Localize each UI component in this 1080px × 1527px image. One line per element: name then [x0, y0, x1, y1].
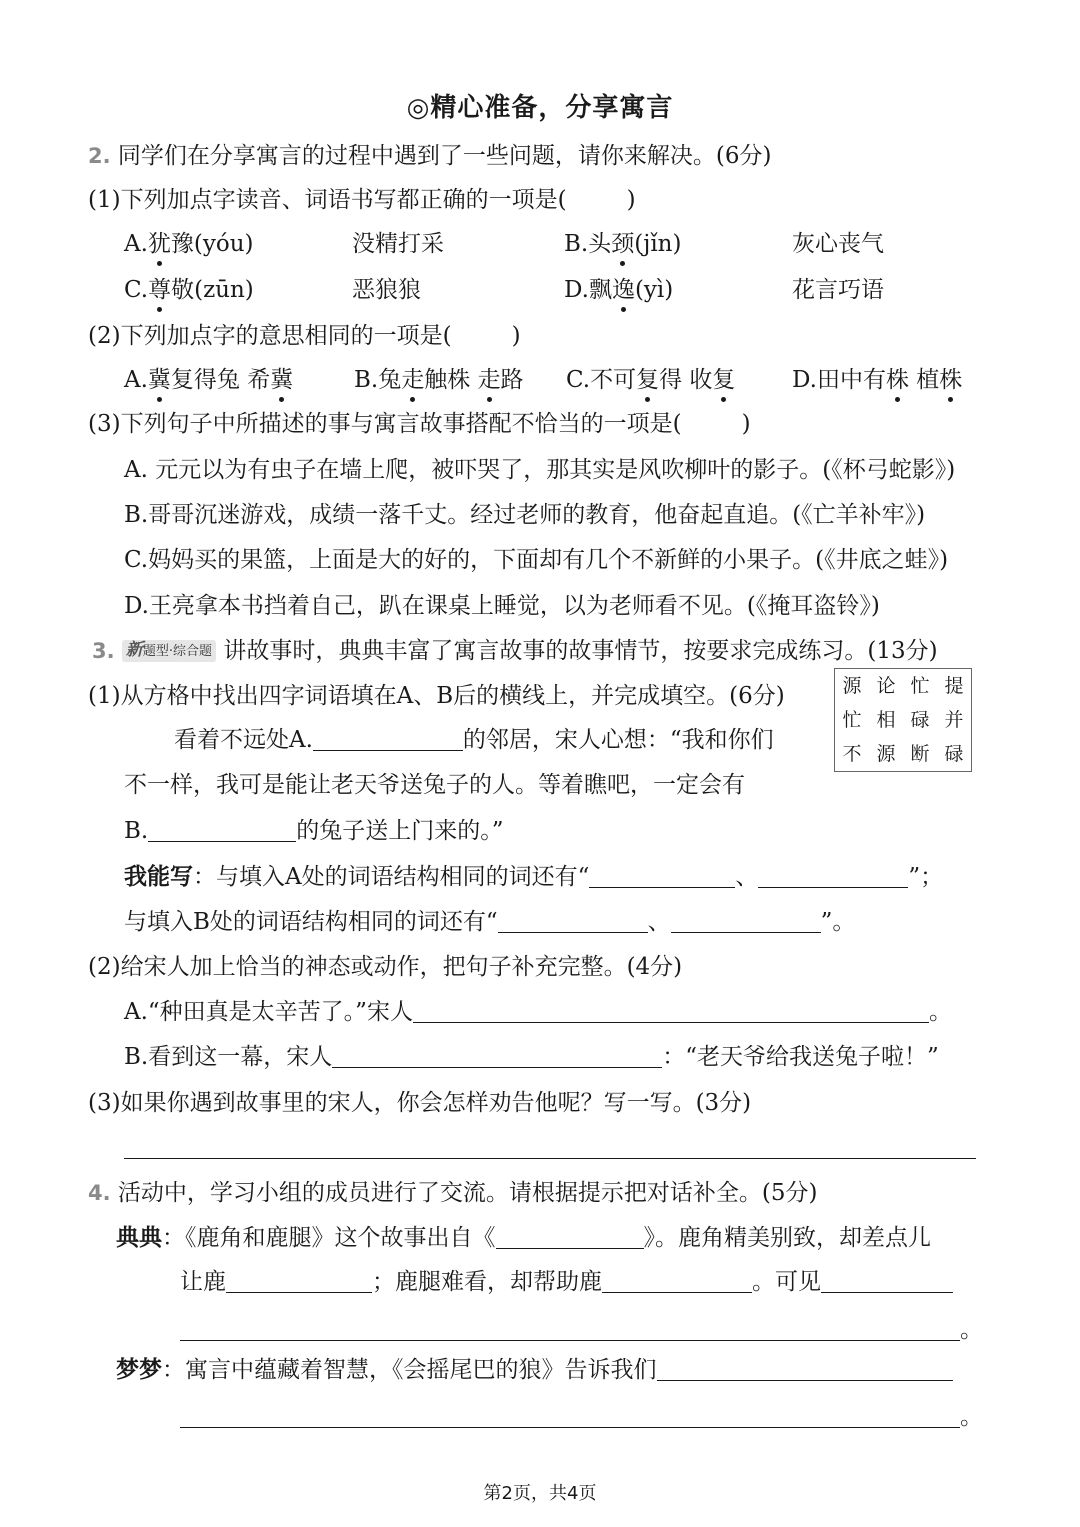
blank[interactable]	[602, 1268, 752, 1293]
q2-p3-option-a: A. 元元以为有虫子在墙上爬，被吓哭了，那其实是风吹柳叶的影子。(《杯弓蛇影》)	[124, 457, 956, 483]
question-number: 2.	[88, 144, 111, 168]
question-stem: 活动中，学习小组的成员进行了交流。请根据提示把对话补全。(5分)	[117, 1180, 818, 1206]
q2-part1	[88, 184, 636, 216]
blank[interactable]	[657, 1356, 953, 1381]
blank[interactable]	[413, 998, 929, 1023]
question-4	[88, 1177, 818, 1209]
q2-p2-option-d: D.田中有株 植株	[792, 364, 962, 396]
question-3	[92, 635, 938, 667]
q2-p1-option-c-word: 恶狼狼	[352, 277, 421, 303]
q2-part2: (2)下列加点字的意思相同的一项是( )	[88, 323, 521, 349]
q2-p1-option-b: B.头颈(jǐn)	[564, 228, 681, 260]
q2-p3-option-b: B.哥哥沉迷游戏，成绩一落千丈。经过老师的教育，他奋起直追。(《亡羊补牢》)	[124, 502, 926, 528]
blank[interactable]	[821, 1268, 953, 1293]
blank-a[interactable]	[313, 726, 463, 751]
page-number: 第2页，共4页	[483, 1483, 597, 1504]
q2-p1-option-b-word: 灰心丧气	[792, 231, 884, 257]
q2-part1-text: (1)下列加点字读音、词语书写都正确的一项是(	[88, 187, 567, 213]
answer-line[interactable]	[124, 1158, 976, 1159]
blank[interactable]	[758, 863, 908, 888]
q3-write-line2: 与填入B处的词语结构相同的词还有“ 、 ”。	[124, 909, 856, 935]
q2-p2-option-b: B.兔走触株 走路	[354, 364, 524, 396]
q4-dialog-1: 典典：《鹿角和鹿腿》这个故事出自《 》。鹿角精美别致，却差点儿	[116, 1224, 931, 1251]
new-question-type-badge: 新题型·综合题	[122, 640, 216, 662]
blank[interactable]	[498, 908, 648, 933]
q4-dialog-1-line2: 让鹿 ；鹿腿难看，却帮助鹿 。可见	[180, 1266, 953, 1298]
dotted-char: 逸	[612, 274, 635, 306]
section-title: ◎精心准备，分享寓言	[406, 93, 674, 123]
question-number: 3.	[92, 639, 115, 663]
paren-close: )	[626, 187, 636, 213]
question-number: 4.	[88, 1181, 111, 1205]
word-grid: 源 论 忙 提 忙 相 碌 并 不 源 断 碌	[834, 668, 972, 772]
q2-p2-option-a: A.冀复得兔 希冀	[124, 364, 293, 396]
dotted-char: 颈	[611, 228, 634, 260]
question-2	[88, 140, 772, 172]
question-stem: 同学们在分享寓言的过程中遇到了一些问题，请你来解决。(6分)	[117, 143, 772, 169]
q3-passage-line2: 不一样，我可是能让老天爷送兔子的人。等着瞧吧，一定会有	[124, 772, 745, 798]
speaker-name: 梦梦	[116, 1356, 162, 1383]
blank-b[interactable]	[148, 817, 296, 842]
q3-part3: (3)如果你遇到故事里的宋人，你会怎样劝告他呢？写一写。(3分)	[88, 1090, 752, 1116]
blank[interactable]	[226, 1268, 372, 1293]
dotted-char: 尊	[148, 274, 171, 306]
speaker-name: 典典	[116, 1224, 162, 1251]
q3-passage-line3: B. 的兔子送上门来的。”	[124, 818, 504, 844]
dotted-char: 犹	[148, 228, 171, 260]
question-stem: 讲故事时，典典丰富了寓言故事的故事情节，按要求完成练习。(13分)	[223, 638, 938, 664]
blank[interactable]	[496, 1224, 644, 1249]
blank[interactable]	[332, 1043, 662, 1068]
q4-dialog-2-line2: 。	[180, 1401, 983, 1433]
q3-p2-line-b: B.看到这一幕，宋人 ：“老天爷给我送兔子啦！”	[124, 1044, 939, 1070]
q2-p1-option-c: C.尊敬(zūn)	[124, 274, 254, 306]
q4-dialog-2: 梦梦：寓言中蕴藏着智慧，《会摇尾巴的狼》告诉我们	[116, 1354, 953, 1386]
q2-p1-option-d: D.飘逸(yì)	[564, 274, 673, 306]
q3-p2-line-a: A.“种田真是太辛苦了。”宋人 。	[124, 999, 952, 1025]
blank[interactable]	[180, 1403, 960, 1428]
q2-p1-option-d-word: 花言巧语	[792, 277, 884, 303]
blank[interactable]	[180, 1316, 960, 1341]
q3-write-line1: 我能写：与填入A处的词语结构相同的词还有“ 、 ”；	[124, 863, 944, 890]
q2-p3-option-d: D.王亮拿本书挡着自己，趴在课桌上睡觉，以为老师看不见。(《掩耳盗铃》)	[124, 593, 880, 619]
q3-part2: (2)给宋人加上恰当的神态或动作，把句子补充完整。(4分)	[88, 954, 683, 980]
blank[interactable]	[589, 863, 735, 888]
q2-part3: (3)下列句子中所描述的事与寓言故事搭配不恰当的一项是( )	[88, 411, 751, 437]
q2-p2-option-c: C.不可复得 收复	[566, 364, 735, 396]
q3-part1: (1)从方格中找出四字词语填在A、B后的横线上，并完成填空。(6分)	[88, 683, 785, 709]
blank[interactable]	[671, 908, 821, 933]
q2-part2-text: (2)下列加点字的意思相同的一项是(	[88, 323, 452, 349]
q3-passage-line1: 看着不远处A. 的邻居，宋人心想：“我和你们	[174, 727, 774, 753]
q2-p3-option-c: C.妈妈买的果篮，上面是大的好的，下面却有几个不新鲜的小果子。(《井底之蛙》)	[124, 547, 949, 573]
q2-p1-option-a-word: 没精打采	[352, 231, 444, 257]
q2-p1-option-a: A.犹豫(yóu)	[124, 228, 254, 260]
write-label: 我能写	[124, 863, 193, 890]
q4-dialog-1-line3: 。	[180, 1314, 983, 1346]
